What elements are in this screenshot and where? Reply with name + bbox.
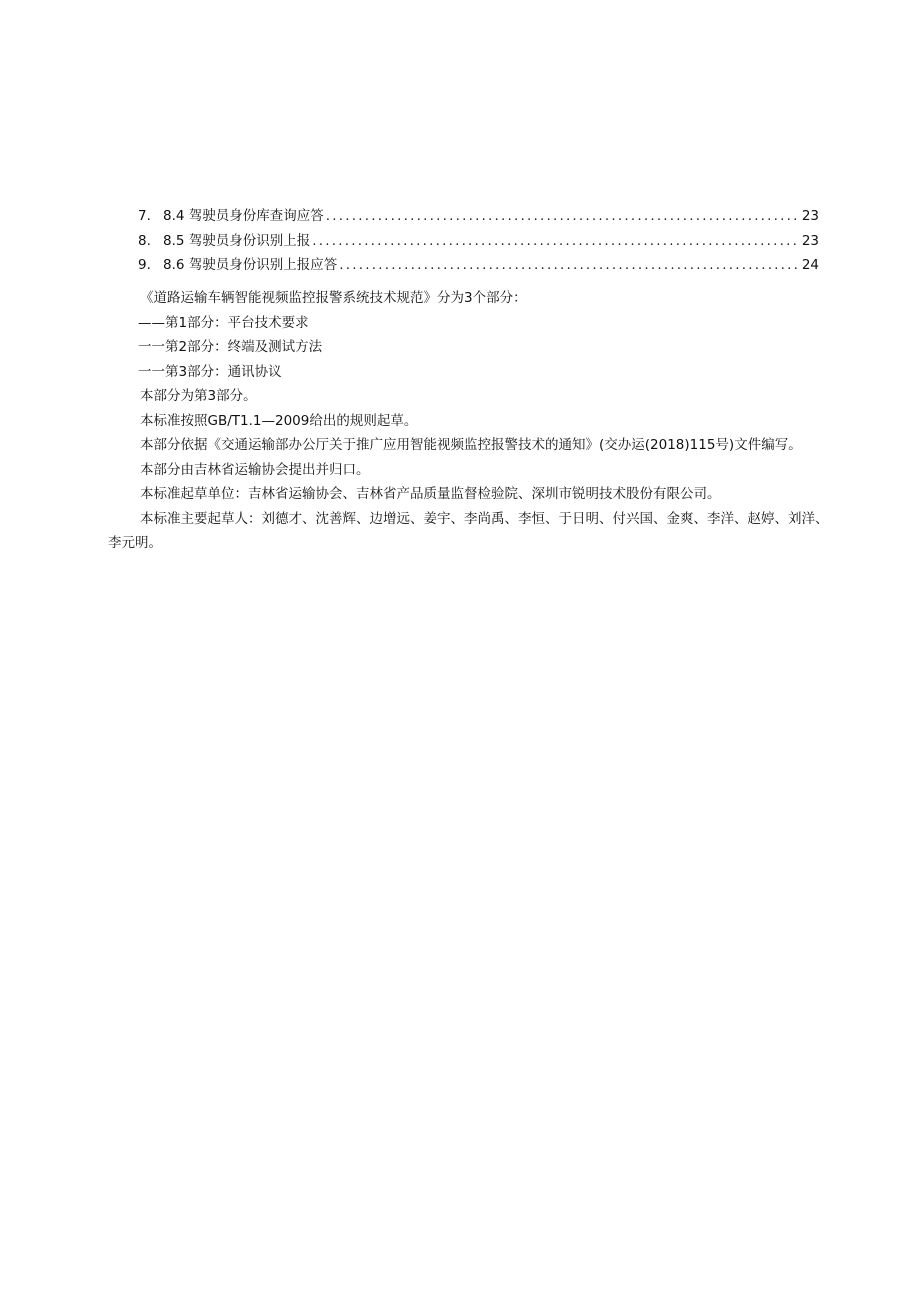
toc-entry[interactable] [138, 229, 819, 254]
toc-dot-leader [339, 253, 800, 278]
part-list-item: 一一第3部分：通讯协议 [138, 363, 282, 380]
toc-entry[interactable] [138, 204, 819, 229]
toc-entry-number: 9. [138, 257, 151, 273]
toc-entry-title: 8.4 驾驶员身份库查询应答 [163, 208, 324, 224]
toc-entry-page: 23 [801, 232, 819, 249]
intro-paragraph: 《道路运输车辆智能视频监控报警系统技术规范》分为3个部分： [140, 290, 527, 306]
foreword-body [108, 286, 836, 556]
basis-paragraph: 本部分依据《交通运输部办公厅关于推广应用智能视频监控报警技术的通知》(交办运(2018)115号)文件编写。 [140, 437, 802, 453]
toc-dot-leader [326, 204, 800, 229]
part-list-item: ——第1部分：平台技术要求 [138, 314, 309, 331]
drafters-paragraph: 本标准主要起草人：刘德才、沈善辉、边增远、姜宇、李尚禹、李恒、于日明、付兴国、金爽、李洋、赵婷、刘洋、李元明。 [108, 510, 829, 551]
toc-entry-page: 24 [801, 257, 819, 273]
toc-entry[interactable] [138, 253, 819, 278]
toc-entry-number: 8. [138, 232, 151, 249]
toc-entry-title: 8.5 驾驶员身份识别上报 [163, 232, 311, 249]
table-of-contents [138, 204, 819, 278]
drafting-rule-paragraph: 本标准按照GB/T1.1—2009给出的规则起草。 [140, 412, 418, 429]
proposer-paragraph: 本部分由吉林省运输协会提出并归口。 [140, 461, 370, 478]
drafting-units-paragraph: 本标准起草单位：吉林省运输协会、吉林省产品质量监督检验院、深圳市锐明技术股份有限公司。 [140, 486, 721, 502]
part-list-item: 一一第2部分：终端及测试方法 [138, 339, 323, 355]
toc-entry-number: 7. [138, 208, 151, 224]
toc-dot-leader [312, 229, 800, 254]
toc-entry-title: 8.6 驾驶员身份识别上报应答 [163, 257, 338, 273]
toc-entry-page: 23 [801, 208, 819, 224]
this-part-paragraph: 本部分为第3部分。 [140, 388, 257, 404]
